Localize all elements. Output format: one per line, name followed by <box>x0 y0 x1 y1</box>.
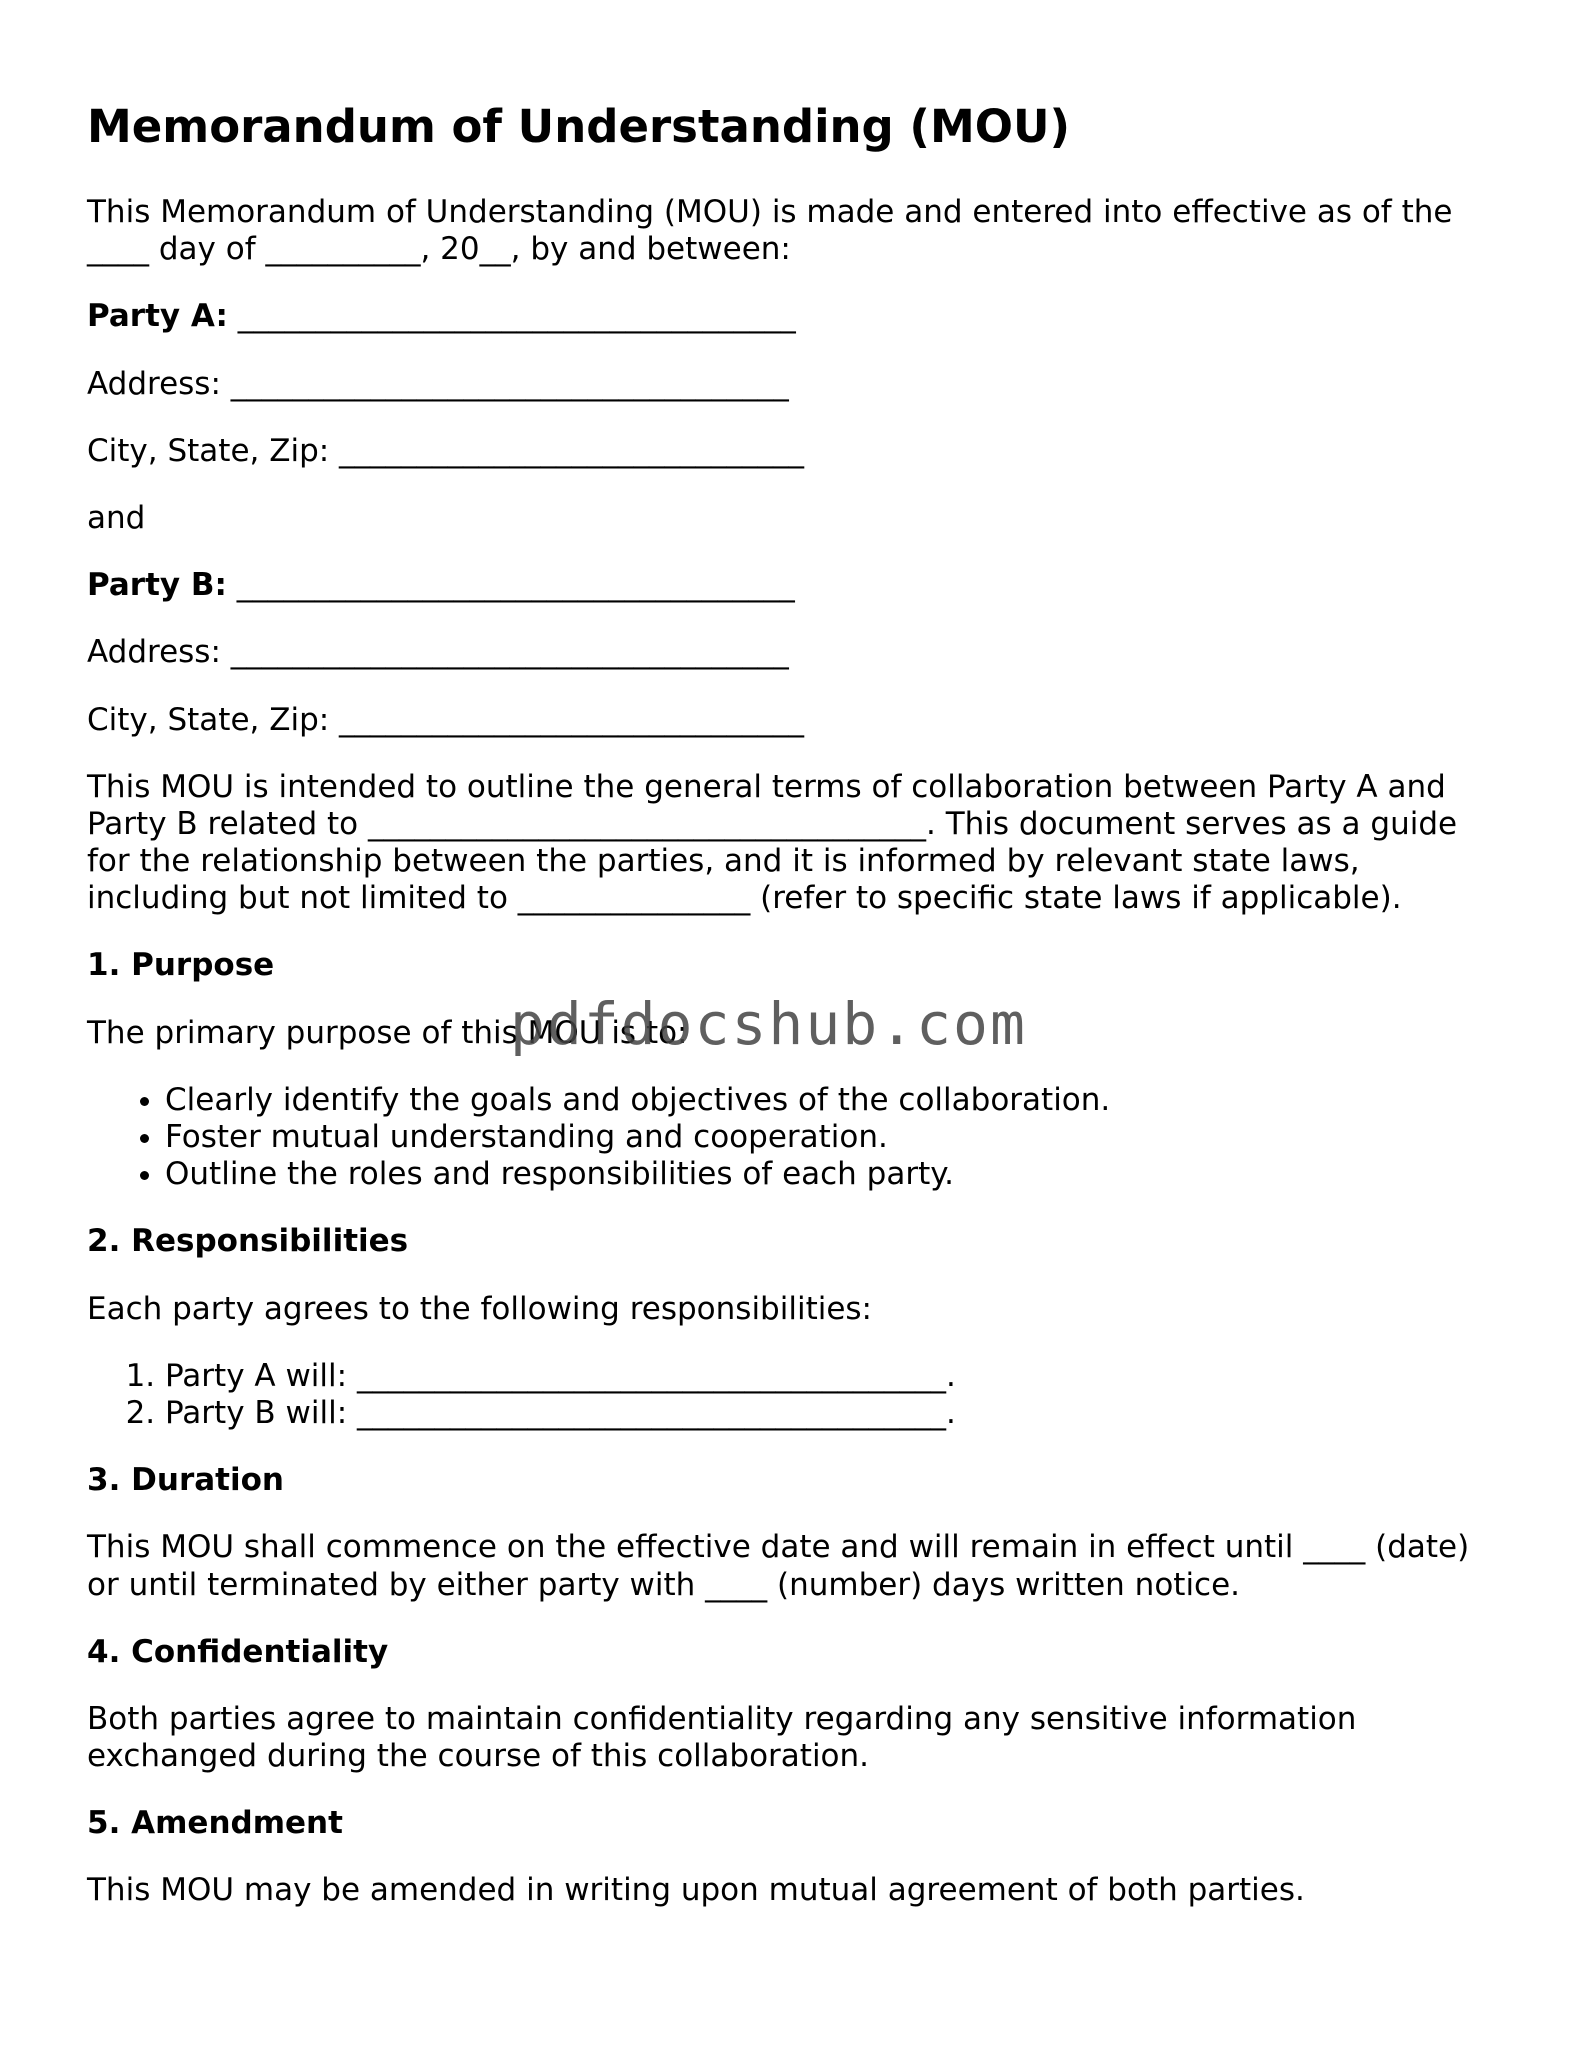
responsibilities-heading: 2. Responsibilities <box>87 1223 409 1260</box>
party-a-name-field <box>87 298 1507 335</box>
list-item: 1. Party A will: ______________________________________. <box>165 1358 1507 1395</box>
amendment-heading: 5. Amendment <box>87 1805 343 1842</box>
party-a-label: Party A: <box>87 298 228 335</box>
amendment-text: This MOU may be amended in writing upon mutual agreement of both parties. <box>87 1872 1305 1909</box>
confidentiality-heading: 4. Confidentiality <box>87 1633 389 1670</box>
purpose-text: The primary purpose of this MOU is to: <box>87 1014 688 1051</box>
duration-text: This MOU shall commence on the effective date and will remain in effect until ____ (date) or until terminated by either party with ____ (number) days written notice. <box>87 1529 1470 1603</box>
and-text: and <box>87 499 146 536</box>
party-b-name-field <box>87 567 1507 604</box>
party-a-address-field: Address: ____________________________________ <box>87 365 789 402</box>
party-b-name-blank: ____________________________________ <box>226 567 795 604</box>
watermark-text: pdfdocshub.com <box>510 990 1027 1058</box>
intro-paragraph: This Memorandum of Understanding (MOU) is made and entered into effective as of the ____ day of __________, 20__, by and between: <box>87 194 1453 268</box>
party-b-label: Party B: <box>87 567 227 604</box>
purpose-list <box>87 1082 1507 1194</box>
duration-heading: 3. Duration <box>87 1462 284 1499</box>
party-b-city-field: City, State, Zip: ______________________________ <box>87 701 805 738</box>
party-a-city-field: City, State, Zip: ______________________________ <box>87 432 805 469</box>
scope-paragraph: This MOU is intended to outline the general terms of collaboration between Party A and Party B related to ____________________________________. This document serves as a guide for the relationship between the parties, and it is informed by relevant state laws, including but not limited to _______________ (refer to specific state laws if applicable). <box>87 768 1458 917</box>
list-item: • Outline the roles and responsibilities of each party. <box>165 1156 1507 1193</box>
list-item: • Foster mutual understanding and cooperation. <box>165 1119 1507 1156</box>
document-page <box>87 100 1507 1940</box>
party-b-address-field: Address: ____________________________________ <box>87 634 789 671</box>
list-item: 2. Party B will: ______________________________________. <box>165 1395 1507 1432</box>
purpose-heading: 1. Purpose <box>87 947 275 984</box>
confidentiality-text: Both parties agree to maintain confidentiality regarding any sensitive information exchanged during the course of this collaboration. <box>87 1700 1357 1775</box>
responsibilities-list <box>87 1358 1507 1432</box>
document-title: Memorandum of Understanding (MOU) <box>87 100 1071 153</box>
list-item: • Clearly identify the goals and objectives of the collaboration. <box>165 1082 1507 1119</box>
party-a-name-blank: ____________________________________ <box>227 298 796 335</box>
responsibilities-text: Each party agrees to the following responsibilities: <box>87 1290 873 1327</box>
